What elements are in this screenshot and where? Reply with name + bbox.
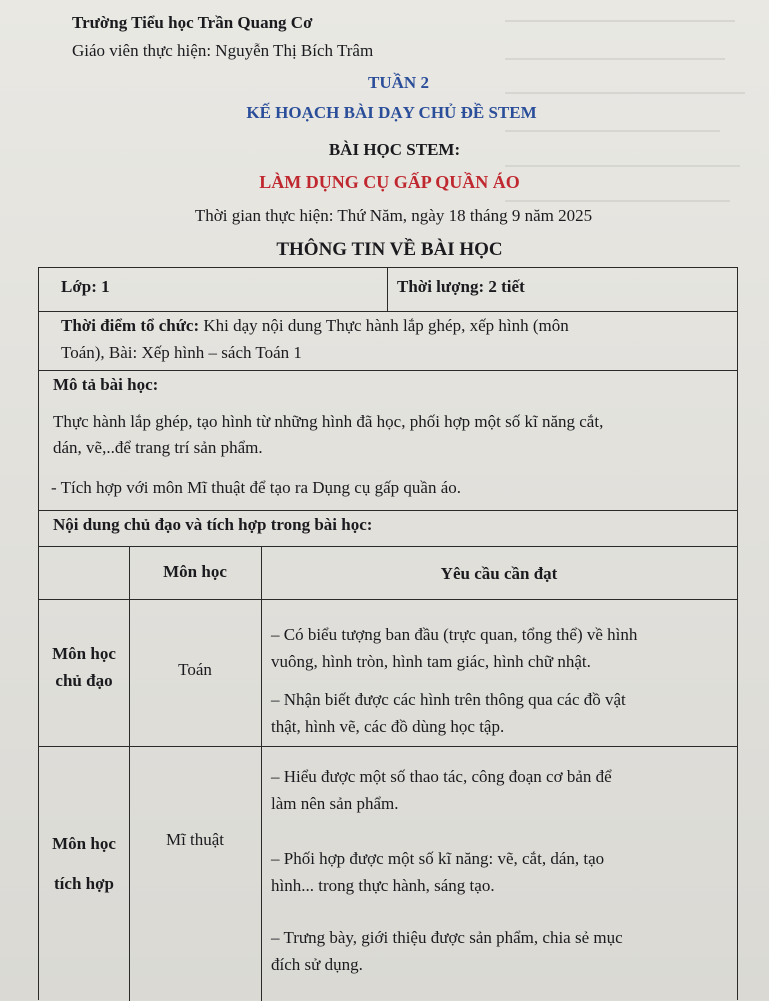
requirement-column-header: Yêu cầu cần đạt [440,564,558,583]
requirement-line: – Trưng bày, giới thiệu được sản phẩm, chia sẻ mục [271,928,623,947]
description-label: Mô tả bài học: [53,375,159,394]
lesson-info-table [38,267,738,1000]
lesson-date: Thời gian thực hiện: Thứ Năm, ngày 18 tháng 9 năm 2025 [194,206,593,225]
divider [129,546,130,1001]
requirement-line: vuông, hình tròn, hình tam giác, hình chữ nhật. [271,652,591,671]
bleed-through [505,165,740,167]
description-line: dán, vẽ,..để trang trí sản phẩm. [53,438,263,457]
requirement-line: – Nhận biết được các hình trên thông qua các đồ vật [271,690,626,709]
requirement-line: đích sử dụng. [271,955,363,974]
teacher-name: Giáo viên thực hiện: Nguyễn Thị Bích Trâm [72,41,374,60]
week-label: TUẦN 2 [368,73,429,92]
bleed-through [505,20,735,22]
school-name: Trường Tiểu học Trần Quang Cơ [72,13,313,32]
main-subject-name: Toán [178,660,212,679]
divider [39,746,737,747]
requirement-line: làm nên sản phẩm. [271,794,399,813]
info-title: THÔNG TIN VỀ BÀI HỌC [276,239,503,260]
bleed-through [505,200,730,202]
timing-cell: Thời điểm tổ chức: Khi dạy nội dung Thực hành lắp ghép, xếp hình (môn Toán), Bài: Xếp hình – sách Toán 1 [61,316,569,362]
lesson-title: LÀM DỤNG CỤ GẤP QUẦN ÁO [259,172,520,192]
requirement-line: thật, hình vẽ, các đồ dùng học tập. [271,717,505,736]
duration-cell: Thời lượng: 2 tiết [397,277,525,296]
subject-column-header: Môn học [163,562,227,581]
main-subject-category: Môn học chủ đạo [52,644,116,690]
requirement-line: – Phối hợp được một số kĩ năng: vẽ, cắt, dán, tạo [271,849,605,868]
integrated-subject-category: Môn học tích hợp [52,834,116,893]
integrated-subject-name: Mĩ thuật [165,830,225,849]
requirement-line: – Hiểu được một số thao tác, công đoạn cơ bản để [271,767,612,786]
divider [39,599,737,600]
divider [387,268,388,311]
requirement-line: – Có biểu tượng ban đầu (trực quan, tổng thể) về hình [271,625,638,644]
integration-note: - Tích hợp với môn Mĩ thuật để tạo ra Dụng cụ gấp quần áo. [51,478,461,497]
bleed-through [505,58,725,60]
grade-cell: Lớp: 1 [61,277,110,296]
lesson-label: BÀI HỌC STEM: [328,140,461,159]
description-line: Thực hành lắp ghép, tạo hình từ những hình đã học, phối hợp một số kĩ năng cắt, [53,412,604,431]
requirement-line: hình... trong thực hành, sáng tạo. [271,876,495,895]
plan-title: KẾ HOẠCH BÀI DẠY CHỦ ĐỀ STEM [246,103,537,122]
divider [39,546,737,547]
content-label: Nội dung chủ đạo và tích hợp trong bài học: [53,515,373,534]
divider [261,546,262,1001]
bleed-through [505,130,720,132]
